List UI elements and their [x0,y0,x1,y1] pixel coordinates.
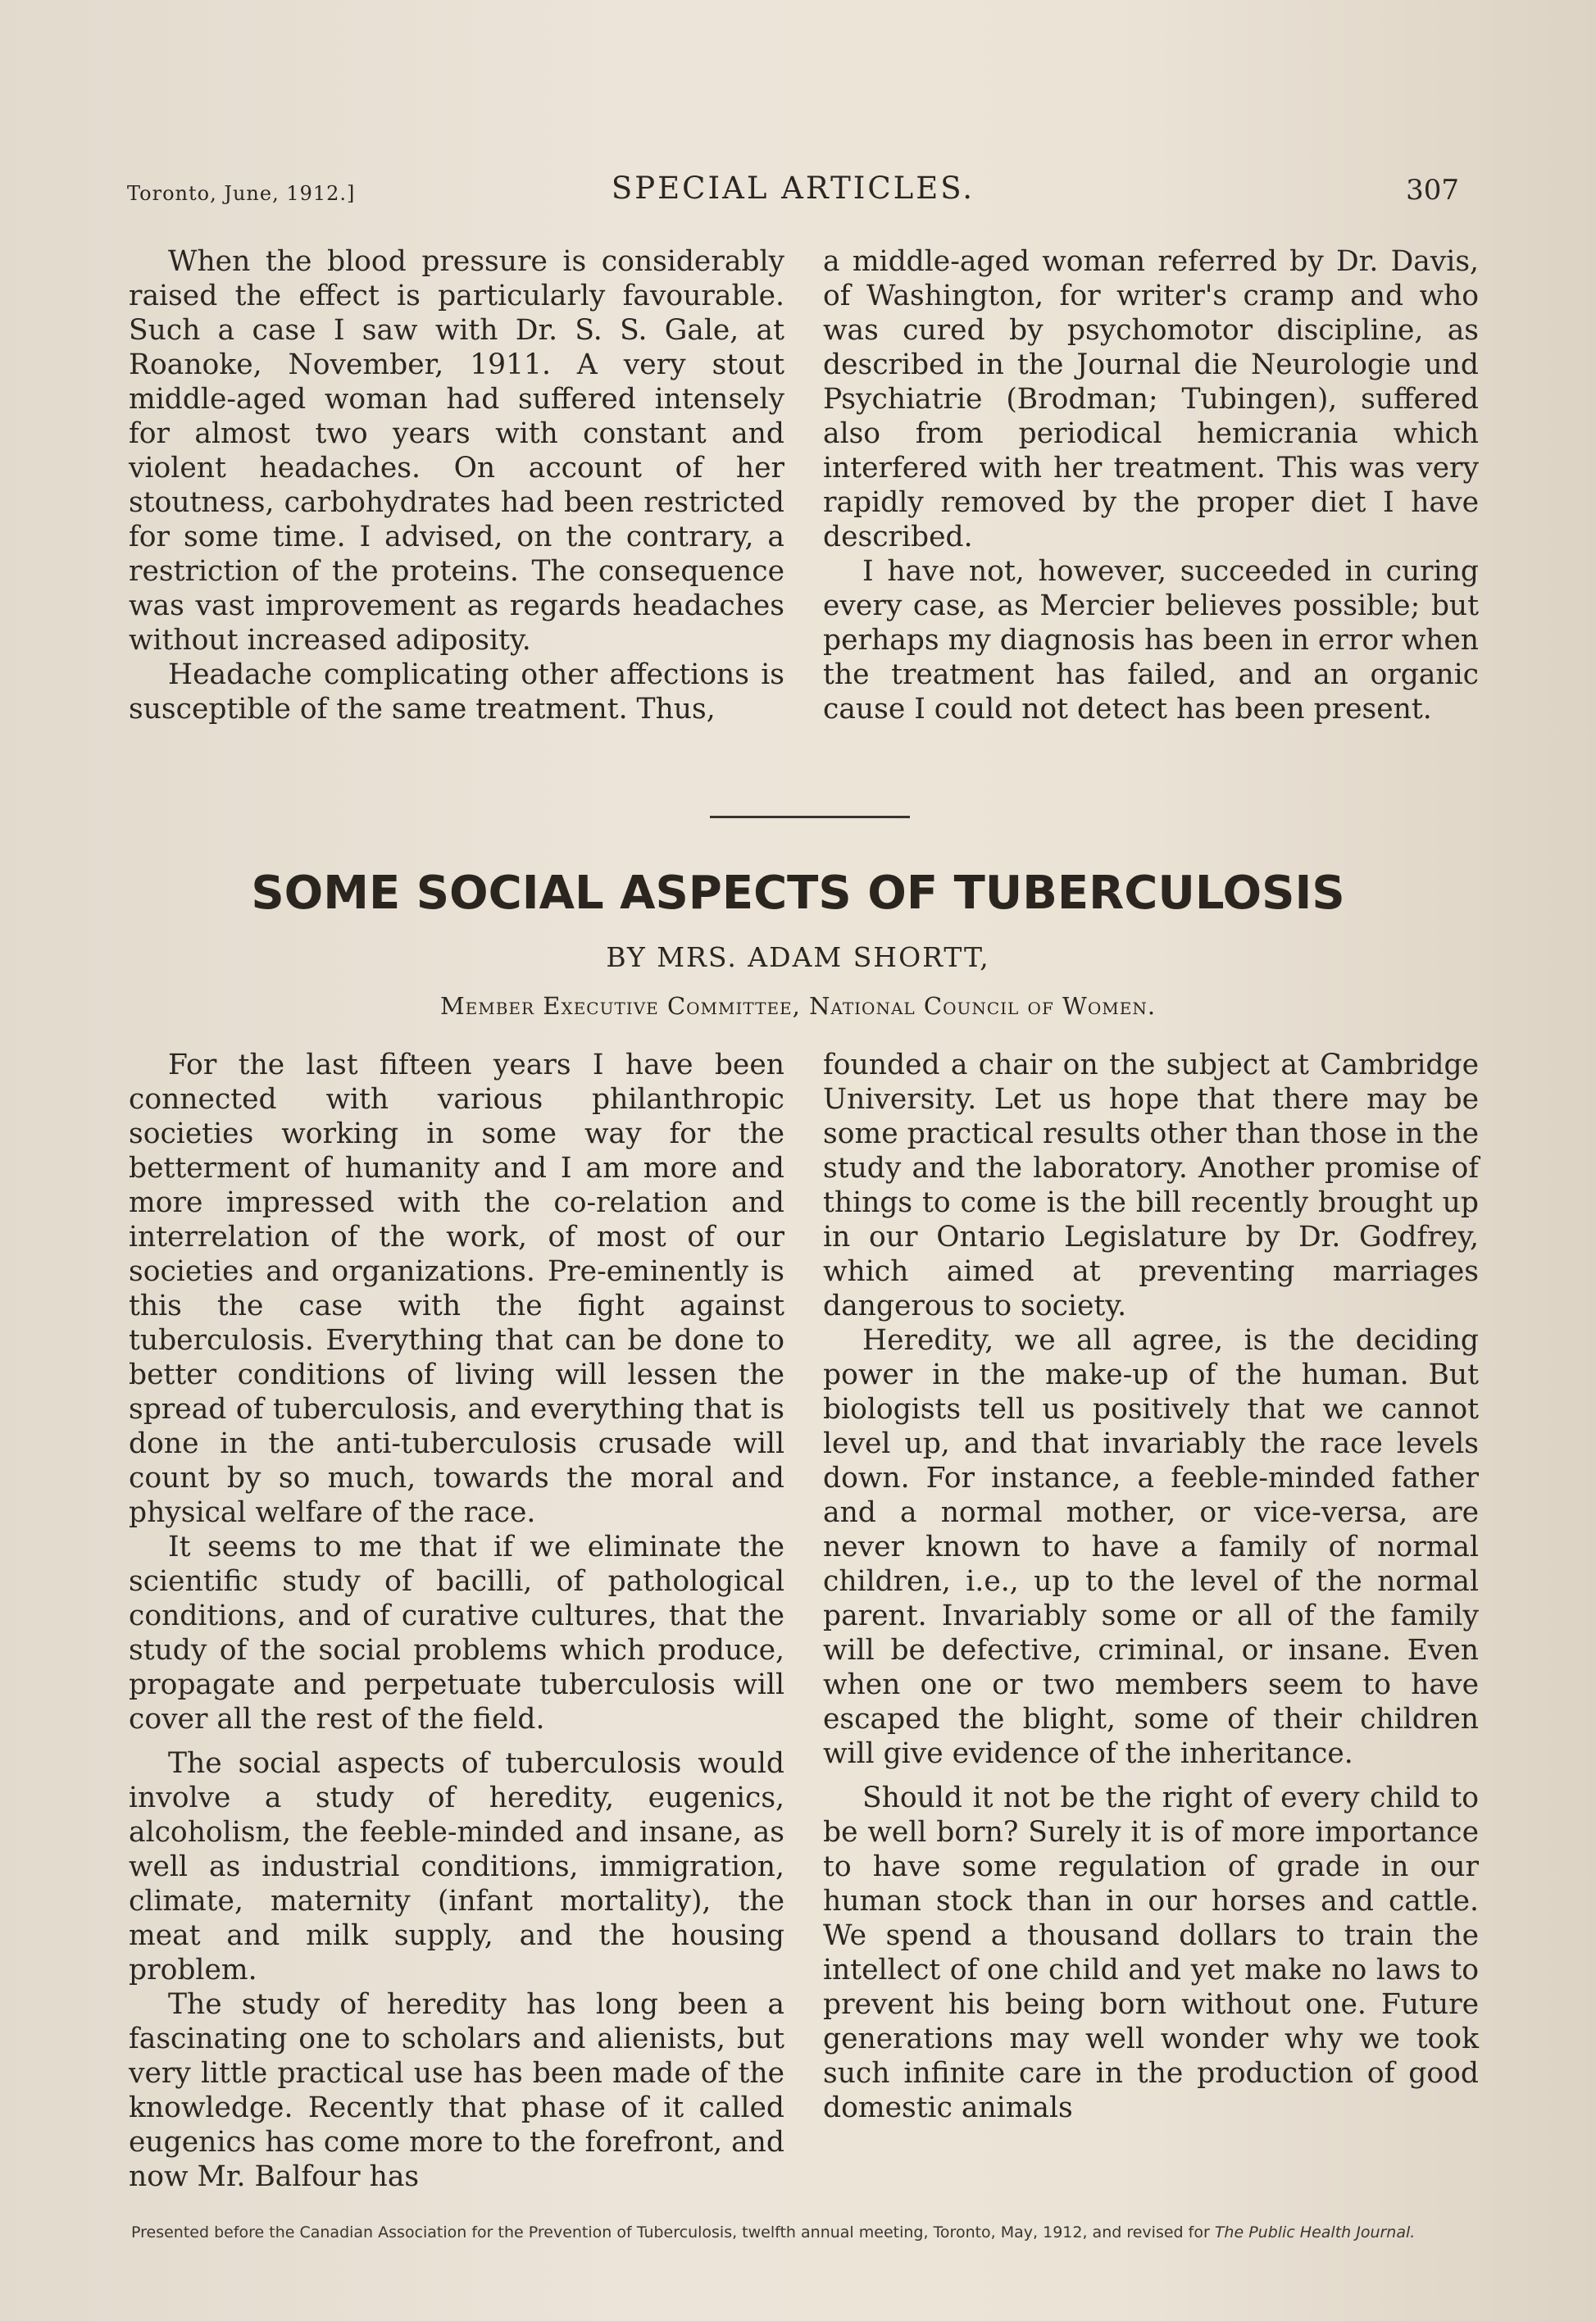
previous-article-right-column [823,244,1479,726]
paragraph: For the last fifteen years I have been connected with various philanthropic societies working in some way for the betterment of humanity and I am more and more impressed with the co-relation and interrelation of the work, of most of our societies and organizations. Pre-eminently is this the case with the fight against tuberculosis. Everything that can be done to better conditions of living will lessen the spread of tuberculosis, and everything that is done in the anti-tuberculosis crusade will count by so much, towards the moral and physical welfare of the race. [129,1049,784,1529]
paragraph: I have not, however, succeeded in curing every case, as Mercier believes possible; but perhaps my diagnosis has been in error when the treatment has failed, and an organic cause I could not detect has been present. [823,555,1479,726]
article-left-column [129,1048,784,2194]
paragraph: Should it not be the right of every child to be well born? Surely it is of more importance to have some regulation of grade in our human stock than in our horses and cattle. We spend a thousand dollars to train the intellect of one child and yet make no laws to prevent his being born without one. Future generations may well wonder why we took such infinite care in the production of good domestic animals [823,1782,1479,2124]
paragraph: Headache complicating other affections is susceptible of the same treatment. Thus, [129,658,784,726]
page-number: 307 [1406,174,1459,207]
paragraph: a middle-aged woman referred by Dr. Davis, of Washington, for writer's cramp and who was cured by psychomotor discipline, as described in the Journal die Neurologie und Psychiatrie (Brodman; Tubingen), suffered also from periodical hemicrania which interfered with her treatment. This was very rapidly removed by the proper diet I have described. [823,245,1479,553]
paragraph: founded a chair on the subject at Cambridge University. Let us hope that there may be some practical results other than those in the study and the laboratory. Another promise of things to come is the bill recently brought up in our Ontario Legislature by Dr. Godfrey, which aimed at preventing marriages dangerous to society. [823,1049,1479,1322]
article-byline: BY MRS. ADAM SHORTT, [606,941,990,973]
header-section-title: SPECIAL ARTICLES. [611,171,975,206]
paragraph: It seems to me that if we eliminate the scientific study of bacilli, of pathological conditions, and of curative cultures, that the study of the social problems which produce, propagate and perpetuate tuberculosis will cover all the rest of the field. [129,1531,784,1736]
header-date: Toronto, June, 1912.] [127,182,356,205]
running-header [127,171,1459,220]
author-affiliation: Member Executive Committee, National Council of Women. [439,992,1157,1020]
previous-article-left-column [129,244,784,726]
paragraph: The study of heredity has long been a fascinating one to scholars and alienists, but very little practical use has been made of the knowledge. Recently that phase of it called eugenics has come more to the forefront, and now Mr. Balfour has [129,1988,784,2193]
footnote-journal: The Public Health Journal. [1214,2223,1416,2241]
paragraph: Heredity, we all agree, is the deciding power in the make-up of the human. But biologists tell us positively that we cannot level up, and that invariably the race levels down. For instance, a feeble-minded father and a normal mother, or vice-versa, are never known to have a family of normal children, i.e., up to the level of the normal parent. Invariably some or all of the family will be defective, criminal, or insane. Even when one or two members seem to have escaped the blight, some of their children will give evidence of the inheritance. [823,1324,1479,1770]
footnote [131,2223,1476,2241]
article-right-column [823,1048,1479,2125]
footnote-text: Presented before the Canadian Association for the Prevention of Tuberculosis, twelfth annual meeting, Toronto, May, 1912, and revised for [131,2223,1210,2241]
paragraph: The social aspects of tuberculosis would involve a study of heredity, eugenics, alcoholism, the feeble-minded and insane, as well as industrial conditions, immigration, climate, maternity (infant mortality), the meat and milk supply, and the housing problem. [129,1747,784,1987]
paragraph: When the blood pressure is considerably raised the effect is particularly favourable. Such a case I saw with Dr. S. S. Gale, at Roanoke, November, 1911. A very stout middle-aged woman had suffered intensely for almost two years with constant and violent headaches. On account of her stoutness, carbohydrates had been restricted for some time. I advised, on the contrary, a restriction of the proteins. The consequence was vast improvement as regards headaches without increased adiposity. [129,245,784,657]
article-title: SOME SOCIAL ASPECTS OF TUBERCULOSIS [251,867,1345,920]
section-divider [710,816,910,818]
